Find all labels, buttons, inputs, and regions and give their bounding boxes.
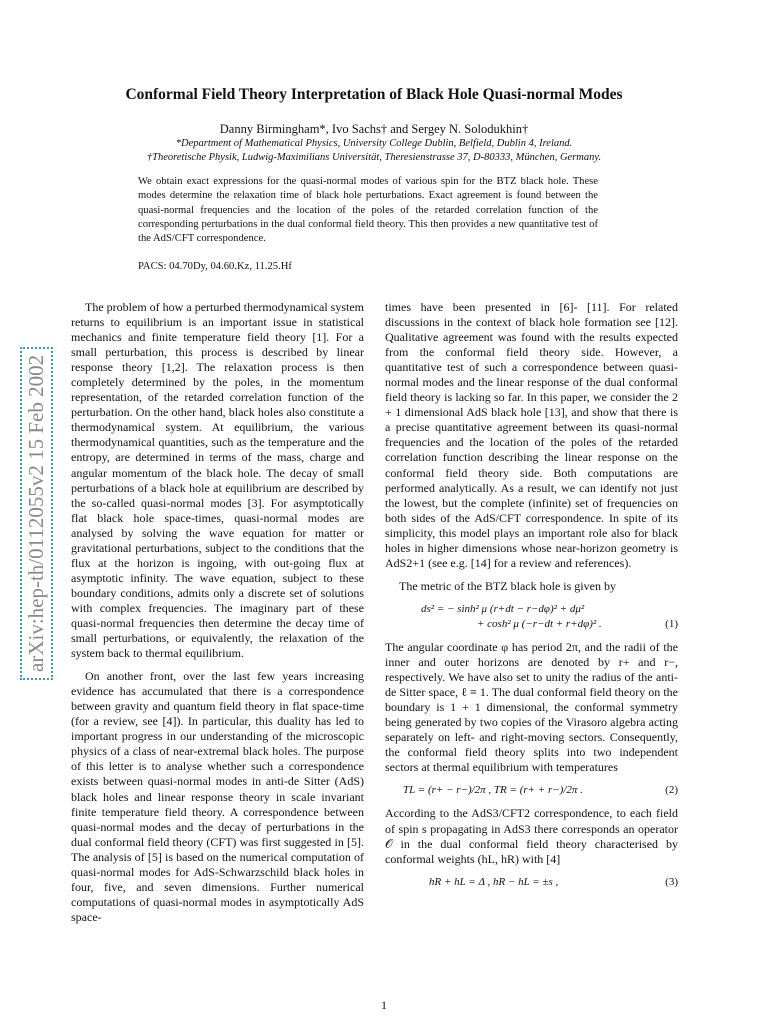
equation-body: hR + hL = Δ , hR − hL = ±s , [429,875,559,888]
equation-2 [385,783,678,798]
right-column [385,300,678,898]
equation-number: (2) [665,784,678,797]
paragraph: On another front, over the last few years increasing evidence has accumulated that there is a correspondence between gravity and quantum field theory in flat space-time (for a review, see [4]). In particular, this duality has led to important progress in our understanding of the microscopic physics of a class of near-extremal black holes. The purpose of this letter is to analyse whether such a correspondence exists between quasi-normal modes in anti-de Sitter (AdS) black holes and linear response theory in scale invariant finite temperature field theory. A correspondence between quasi-normal modes and the decay of perturbations in the dual conformal field theory (CFT) was first suggested in [5]. The analysis of [5] is based on the numerical computation of quasi-normal modes for AdS-Schwarzschild black holes in four, five, and seven dimensions. Further numerical computations of quasi-normal modes in asymptotically AdS space- [71,669,364,924]
paragraph: times have been presented in [6]- [11]. For related discussions in the context of black hole formation see [12]. Qualitative agreement was found with the results expected from the conformal field theory side. However, a quantitative test of such a correspondence between quasi-normal modes and the linear response of the dual conformal field theory is lacking so far. In this paper, we consider the 2 + 1 dimensional AdS black hole [13], and show that there is a precise quantitative agreement between its quasi-normal frequencies and the location of the poles of the retarded correlation function describing the linear response on the conformal field theory side. Both computations are performed analytically. As a result, we can identify not just the lowest, but the complete (infinite) set of frequencies on both sides of the AdS/CFT correspondence. In spite of its simplicity, this model plays an important role also for black holes in higher dimensions whose near-horizon geometry is AdS2+1 (see e.g. [14] for a review and references). [385,300,678,570]
arxiv-identifier: arXiv:hep-th/0112055v2 15 Feb 2002 [20,347,53,680]
equation-line: + cosh² μ (−r−dt + r+dφ)² . [477,617,602,630]
equation-3 [385,875,678,890]
affiliation-2: †Theoretische Physik, Ludwig-Maximilians Universität, Theresienstrasse 37, D-80333, München, Germany. [146,152,602,163]
left-column [71,300,364,933]
authors: Danny Birmingham*, Ivo Sachs† and Sergey N. Solodukhin† [219,122,529,136]
page-number: 1 [381,998,387,1012]
equation-line: ds² = − sinh² μ (r+dt − r−dφ)² + dμ² [421,602,585,615]
paragraph: According to the AdS3/CFT2 correspondence, to each field of spin s propagating in AdS3 there corresponds an operator 𝒪 in the dual conformal field theory characterised by conformal weights (hL, hR) with [4] [385,806,678,866]
paragraph: The problem of how a perturbed thermodynamical system returns to equilibrium is an important issue in statistical mechanics and finite temperature field theory [1]. For a small perturbation, this process is described by linear response theory [1,2]. The relaxation process is then completely determined by the poles, in the momentum representation, of the retarded correlation function of the perturbation. On the other hand, black holes also constitute a thermodynamical system. At equilibrium, the various thermodynamical quantities, such as the temperature and the entropy, are determined in terms of the mass, charge and angular momentum of the black hole. The decay of small perturbations of a black hole at equilibrium are described by the so-called quasi-normal modes [3]. For asymptotically flat black hole space-times, quasi-normal modes are analysed by solving the wave equation for matter or gravitational perturbations, subject to the conditions that the flux at the horizon is ingoing, with out-going flux at asymptotic infinity. The wave equation, subject to these boundary conditions, admits only a discrete set of solutions with complex frequencies. The imaginary part of these quasi-normal frequencies then determine the decay time of small perturbations, or equivalently, the relaxation of the system back to thermal equilibrium. [71,300,364,661]
paragraph: The metric of the BTZ black hole is given by [399,578,616,593]
paper-title: Conformal Field Theory Interpretation of Black Hole Quasi-normal Modes [125,86,623,103]
abstract: We obtain exact expressions for the quasi-normal modes of various spin for the BTZ black hole. These modes determine the relaxation time of black hole perturbations. Exact agreement is found between the quasi-normal frequencies and the location of the poles of the retarded correlation function of the corresponding perturbations in the dual conformal field theory. This then provides a new quantitative test of the AdS/CFT correspondence. [138,176,598,245]
equation-1 [385,602,678,632]
affiliation-1: *Department of Mathematical Physics, University College Dublin, Belfield, Dublin 4, Ireland. [175,138,573,149]
equation-number: (1) [665,617,678,630]
equation-number: (3) [665,875,678,888]
pacs-codes: PACS: 04.70Dy, 04.60.Kz, 11.25.Hf [138,261,292,272]
equation-body: TL = (r+ − r−)/2π , TR = (r+ + r−)/2π . [403,784,583,797]
paragraph: The angular coordinate φ has period 2π, and the radii of the inner and outer horizons are denoted by r+ and r−, respectively. We have also set to unity the radius of the anti-de Sitter space, ℓ ≡ 1. The dual conformal field theory on the boundary is 1 + 1 dimensional, the conformal symmetry being generated by two copies of the Virasoro algebra acting separately on left- and right-moving sectors. Consequently, the conformal field theory splits into two independent sectors at thermal equilibrium with temperatures [385,639,678,775]
